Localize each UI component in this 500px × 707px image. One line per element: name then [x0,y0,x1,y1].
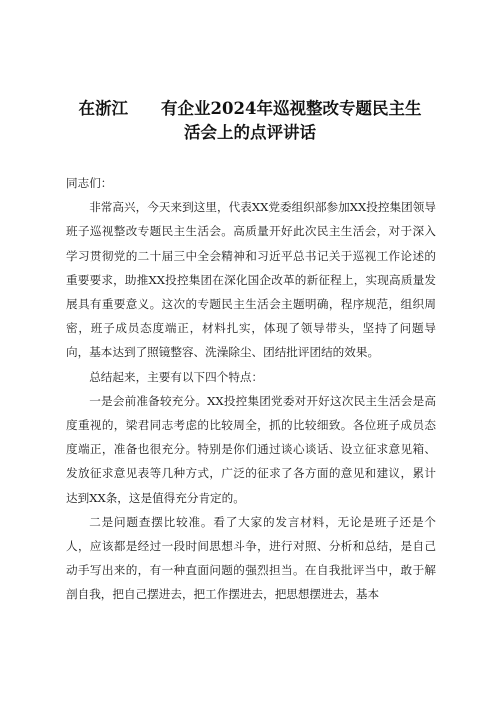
document-title-line-2: 活会上的点评讲话 [184,123,316,142]
salutation: 同志们： [66,176,113,190]
paragraph-4: 二是问题查摆比较准。看了大家的发言材料，无论是班子还是个人，应该都是经过一段时间思想斗争，进行对照、分析和总结，是自己动手写出来的，有一种直面问题的强烈担当。在自我批评当中，敢于解剖自我，把自己摆进去，把工作摆进去，把思想摆进去，基本 [66,514,436,602]
paragraph-1: 非常高兴，今天来到这里，代表XX党委组织部参加XX投控集团领导班子巡视整改专题民主生活会。高质量开好此次民主生活会，对于深入学习贯彻党的二十届三中全会精神和习近平总书记关于巡视工作论述的重要要求，助推XX投控集团在深化国企改革的新征程上，实现高质量发展具有重要意义。这次的专题民主生活会主题明确，程序规范，组织周密，班子成员态度端正，材料扎实，体现了领导带头，坚持了问题导向，基本达到了照镜整容、洗澡除尘、团结批评团结的效果。 [66,200,436,360]
paragraph-2: 总结起来，主要有以下四个特点： [89,369,264,384]
document-body [66,171,436,607]
paragraph-3: 一是会前准备较充分。XX投控集团党委对开好这次民主生活会是高度重视的，梁君同志考虑的比较周全，抓的比较细致。各位班子成员态度端正，准备也很充分。特别是你们通过谈心谈话、设立征求意见箱、发放征求意见表等几种方式，广泛的征求了各方面的意见和建议，累计达到XX条，这是值得充分肯定的。 [66,393,436,505]
document-title-line-1: 在浙江 有企业2024年巡视整改专题民主生 [78,99,422,118]
